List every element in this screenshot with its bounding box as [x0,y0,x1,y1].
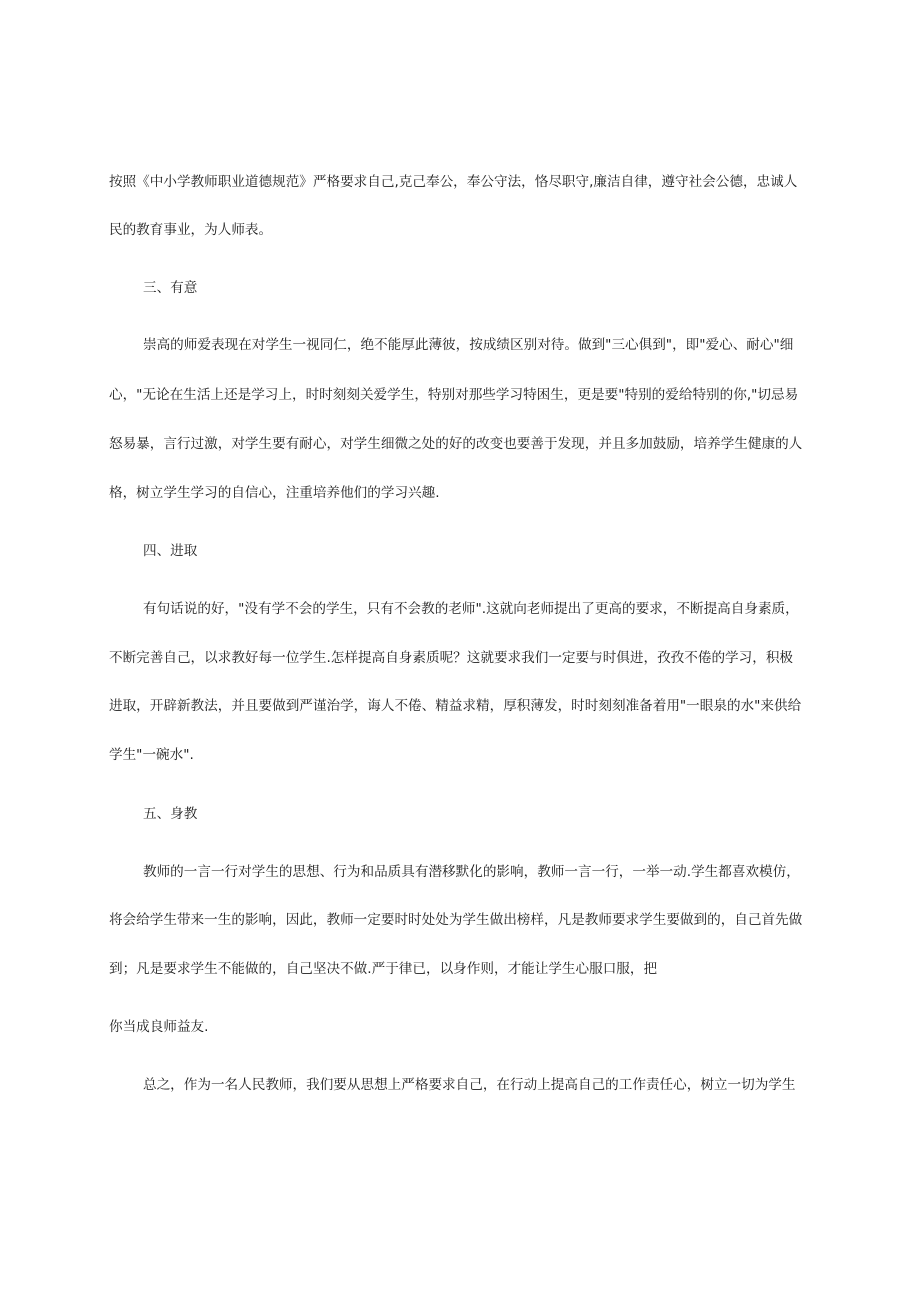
section-heading: 三、有意 [143,280,198,296]
paragraph-line: 怒易暴，言行过激，对学生要有耐心，对学生细微之处的好的改变也要善于发现，并且多加鼓励，培养学生健康的人 [109,436,803,452]
section-heading: 四、进取 [143,543,198,559]
paragraph-line: 总之，作为一名人民教师，我们要从思想上严格要求自己，在行动上提高自己的工作责任心，树立一切为学生 [143,1077,796,1093]
paragraph-line: 心，"无论在生活上还是学习上，时时刻刻关爱学生，特别对那些学习特困生，更是要"特别的爱给特别的你,"切忌易 [109,387,799,403]
paragraph-line: 有句话说的好，"没有学不会的学生，只有不会教的老师".这就向老师提出了更高的要求，不断提高自身素质， [143,601,799,617]
paragraph-line: 学生"一碗水". [109,747,194,763]
section-heading: 五、身教 [143,806,198,822]
paragraph-line: 崇高的师爱表现在对学生一视同仁，绝不能厚此薄彼，按成绩区别对待。做到"三心俱到"，即"爱心、耐心"细 [143,337,794,353]
paragraph-line: 教师的一言一行对学生的思想、行为和品质具有潜移默化的影响，教师一言一行，一举一动.学生都喜欢模仿， [143,864,800,880]
paragraph-line: 格，树立学生学习的自信心，注重培养他们的学习兴趣. [109,485,440,501]
paragraph-line: 进取，开辟新教法，并且要做到严谨治学，诲人不倦、精益求精，厚积薄发，时时刻刻准备着用"一眼泉的水"来供给 [109,698,802,714]
paragraph-line: 你当成良师益友. [109,1019,209,1035]
paragraph-line: 将会给学生带来一生的影响，因此，教师一定要时时处处为学生做出榜样，凡是教师要求学生要做到的，自己首先做 [109,912,803,928]
paragraph-line: 不断完善自己，以求教好每一位学生.怎样提高自身素质呢？这就要求我们一定要与时俱进，孜孜不倦的学习，积极 [109,650,794,666]
paragraph-line: 按照《中小学教师职业道德规范》严格要求自己,克己奉公，奉公守法，恪尽职守,廉洁自律，遵守社会公德，忠诚人 [109,174,798,190]
paragraph-line: 民的教育事业，为人师表。 [109,222,273,238]
paragraph-line: 到；凡是要求学生不能做的，自己坚决不做.严于律已，以身作则，才能让学生心服口服，把 [109,961,658,977]
